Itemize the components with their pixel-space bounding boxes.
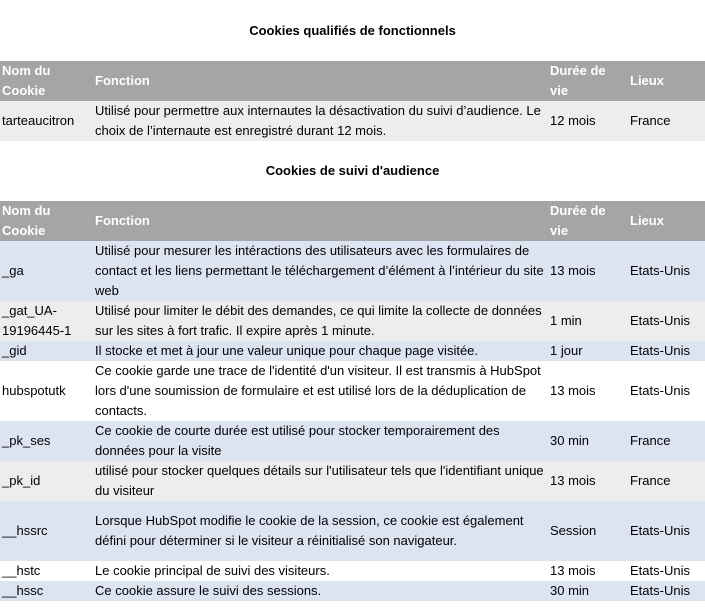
cookie-duration: 13 mois: [548, 241, 628, 301]
cookie-duration: 1 min: [548, 301, 628, 341]
cookie-duration: Session: [548, 501, 628, 561]
table-row: [0, 461, 705, 501]
cookie-duration: 30 min: [548, 581, 628, 601]
cookie-name: _gid: [0, 341, 93, 361]
table-header-row: [0, 61, 705, 101]
cookie-location: Etats-Unis: [628, 241, 705, 301]
cookie-name: _pk_id: [0, 461, 93, 501]
cookie-location: France: [628, 421, 705, 461]
table-row: [0, 341, 705, 361]
cookie-name: __hstc: [0, 561, 93, 581]
table-row: [0, 301, 705, 341]
table-row: [0, 421, 705, 461]
cookie-location: Etats-Unis: [628, 341, 705, 361]
cookie-function: Ce cookie assure le suivi des sessions.: [93, 581, 548, 601]
cookie-location: Etats-Unis: [628, 301, 705, 341]
cookie-function: Le cookie principal de suivi des visiteurs.: [93, 561, 548, 581]
section-title-functional: Cookies qualifiés de fonctionnels: [249, 23, 456, 38]
header-location: Lieux: [628, 61, 705, 101]
table-row: [0, 501, 705, 561]
cookie-function: Utilisé pour permettre aux internautes la désactivation du suivi d’audience. Le choix de l’internaute est enregistré durant 12 mois.: [93, 101, 548, 141]
cookie-name: __hssrc: [0, 501, 93, 561]
cookie-function: Utilisé pour mesurer les intéractions des utilisateurs avec les formulaires de contact et les liens permettant le téléchargement d’élément à l’intérieur du site web: [93, 241, 548, 301]
header-location: Lieux: [628, 201, 705, 241]
cookie-name: hubspotutk: [0, 361, 93, 421]
cookie-location: France: [628, 101, 705, 141]
cookie-location: Etats-Unis: [628, 361, 705, 421]
header-name: Nom du Cookie: [0, 61, 93, 101]
header-duration: Durée de vie: [548, 201, 628, 241]
cookie-duration: 12 mois: [548, 101, 628, 141]
table-row: [0, 241, 705, 301]
cookie-function: Utilisé pour limiter le débit des demandes, ce qui limite la collecte de données sur les sites à fort trafic. Il expire après 1 minute.: [93, 301, 548, 341]
header-function: Fonction: [93, 201, 548, 241]
table-row: [0, 581, 705, 601]
header-function: Fonction: [93, 61, 548, 101]
cookie-location: Etats-Unis: [628, 561, 705, 581]
functional-cookies-table: [0, 61, 705, 141]
cookie-duration: 30 min: [548, 421, 628, 461]
cookie-name: __hssc: [0, 581, 93, 601]
cookie-duration: 13 mois: [548, 361, 628, 421]
cookie-name: _gat_UA-19196445-1: [0, 301, 93, 341]
header-duration: Durée de vie: [548, 61, 628, 101]
cookie-duration: 1 jour: [548, 341, 628, 361]
cookie-function: Ce cookie de courte durée est utilisé pour stocker temporairement des données pour la visite: [93, 421, 548, 461]
table-header-row: [0, 201, 705, 241]
header-name: Nom du Cookie: [0, 201, 93, 241]
cookie-function: Lorsque HubSpot modifie le cookie de la session, ce cookie est également défini pour déterminer si le visiteur a réinitialisé son navigateur.: [93, 501, 548, 561]
cookie-function: utilisé pour stocker quelques détails sur l'utilisateur tels que l'identifiant unique du visiteur: [93, 461, 548, 501]
cookie-name: _ga: [0, 241, 93, 301]
cookie-duration: 13 mois: [548, 561, 628, 581]
section-title-audience: Cookies de suivi d'audience: [265, 163, 440, 178]
cookie-location: Etats-Unis: [628, 501, 705, 561]
table-row: [0, 561, 705, 581]
table-row: [0, 101, 705, 141]
cookie-name: _pk_ses: [0, 421, 93, 461]
cookie-location: Etats-Unis: [628, 581, 705, 601]
table-row: [0, 361, 705, 421]
cookie-duration: 13 mois: [548, 461, 628, 501]
cookie-name: tarteaucitron: [0, 101, 93, 141]
cookie-function: Il stocke et met à jour une valeur unique pour chaque page visitée.: [93, 341, 548, 361]
audience-cookies-table: [0, 201, 705, 601]
cookie-location: France: [628, 461, 705, 501]
cookie-function: Ce cookie garde une trace de l'identité d'un visiteur. Il est transmis à HubSpot lors d'une soumission de formulaire et est utilisé lors de la déduplication de contacts.: [93, 361, 548, 421]
